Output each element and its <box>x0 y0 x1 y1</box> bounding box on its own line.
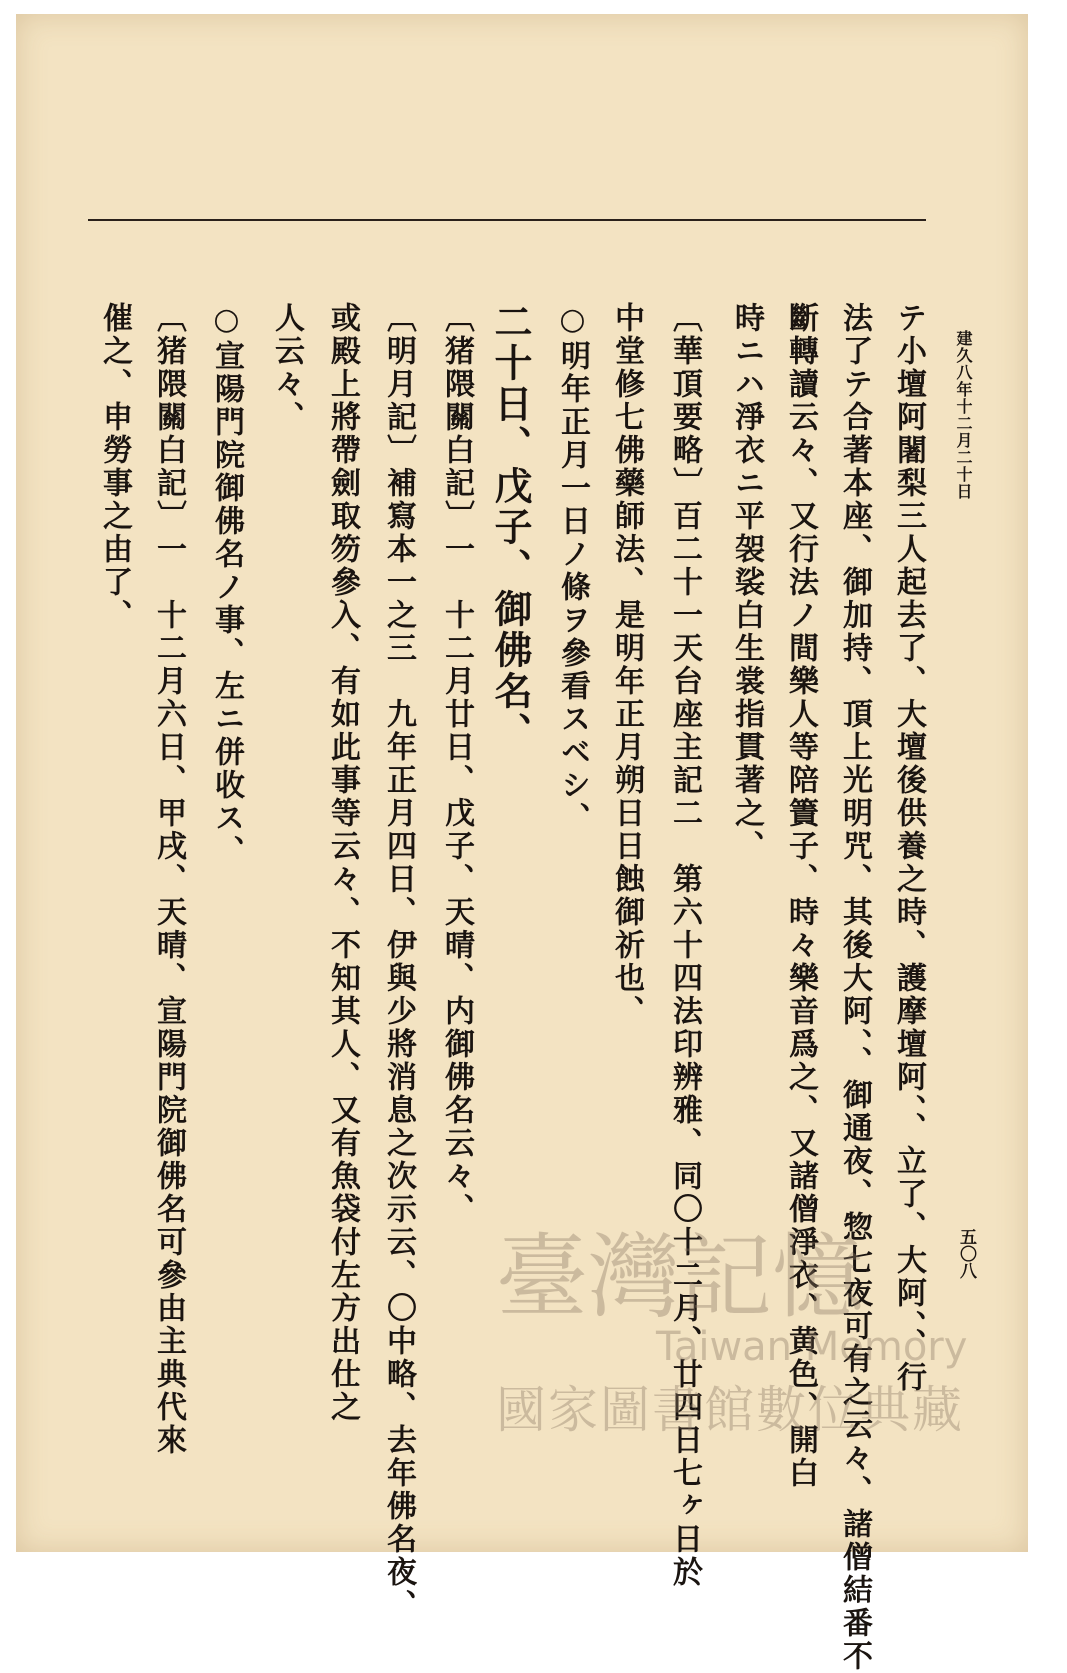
section-heading: 二十日、戊子、御佛名、 <box>488 302 533 753</box>
watermark-subtitle: 國家圖書館數位典藏 <box>496 1381 964 1439</box>
text-column-9: 〔猪隈關白記〕一 十二月廿日、戊子、天晴、内御佛名云々、 <box>439 302 474 1226</box>
text-column-15: 催之、申勞事之由了、 <box>97 302 132 632</box>
text-column-4: 時ニハ淨衣ニ平袈裟白生裳指貫著之、 <box>729 302 764 863</box>
text-column-11: 或殿上將帶劍取笏參入、有如此事等云々、不知其人、又有魚袋付左方出仕之 <box>325 302 360 1424</box>
text-column-14: 〔猪隈關白記〕一 十二月六日、甲戌、天晴、宣陽門院御佛名可參由主典代來 <box>151 302 186 1457</box>
text-column-2: 法了テ合著本座、御加持、頂上光明咒、其後大阿、、御通夜、惣七夜可有之云々、諸僧結番不 <box>837 302 872 1673</box>
header-rule <box>88 219 926 221</box>
text-column-7: ○明年正月一日ノ條ヲ參看スベシ、 <box>555 302 590 835</box>
text-column-12: 人云々、 <box>269 302 304 434</box>
text-column-6: 中堂修七佛藥師法、是明年正月朔日日蝕御祈也、 <box>609 302 644 1028</box>
page-number: 五〇八 <box>956 1228 976 1279</box>
watermark-title: 臺灣記憶 <box>496 1224 865 1331</box>
text-column-5: 〔華頂要略〕百二十一天台座主記二 第六十四法印辨雅、同〇十二月、廿四日七ヶ日於 <box>667 302 702 1589</box>
watermark-english: Taiwan Memory <box>656 1324 968 1370</box>
text-column-1: テ小壇阿闍梨三人起去了、大壇後供養之時、護摩壇阿、、立了、大阿、、行 <box>891 302 926 1394</box>
text-column-10: 〔明月記〕補寫本一之三 九年正月四日、伊與少將消息之次示云、〇中略、去年佛名夜、 <box>381 302 416 1622</box>
text-column-3: 斷轉讀云々、又行法ノ間樂人等陪簀子、時々樂音爲之、又諸僧淨衣、黄色、開白 <box>783 302 818 1490</box>
text-column-13: ○宣陽門院御佛名ノ事、左ニ併收ス、 <box>209 302 244 868</box>
running-title: 建久八年十二月二十日 <box>954 330 973 500</box>
scanned-page <box>16 14 1028 1673</box>
